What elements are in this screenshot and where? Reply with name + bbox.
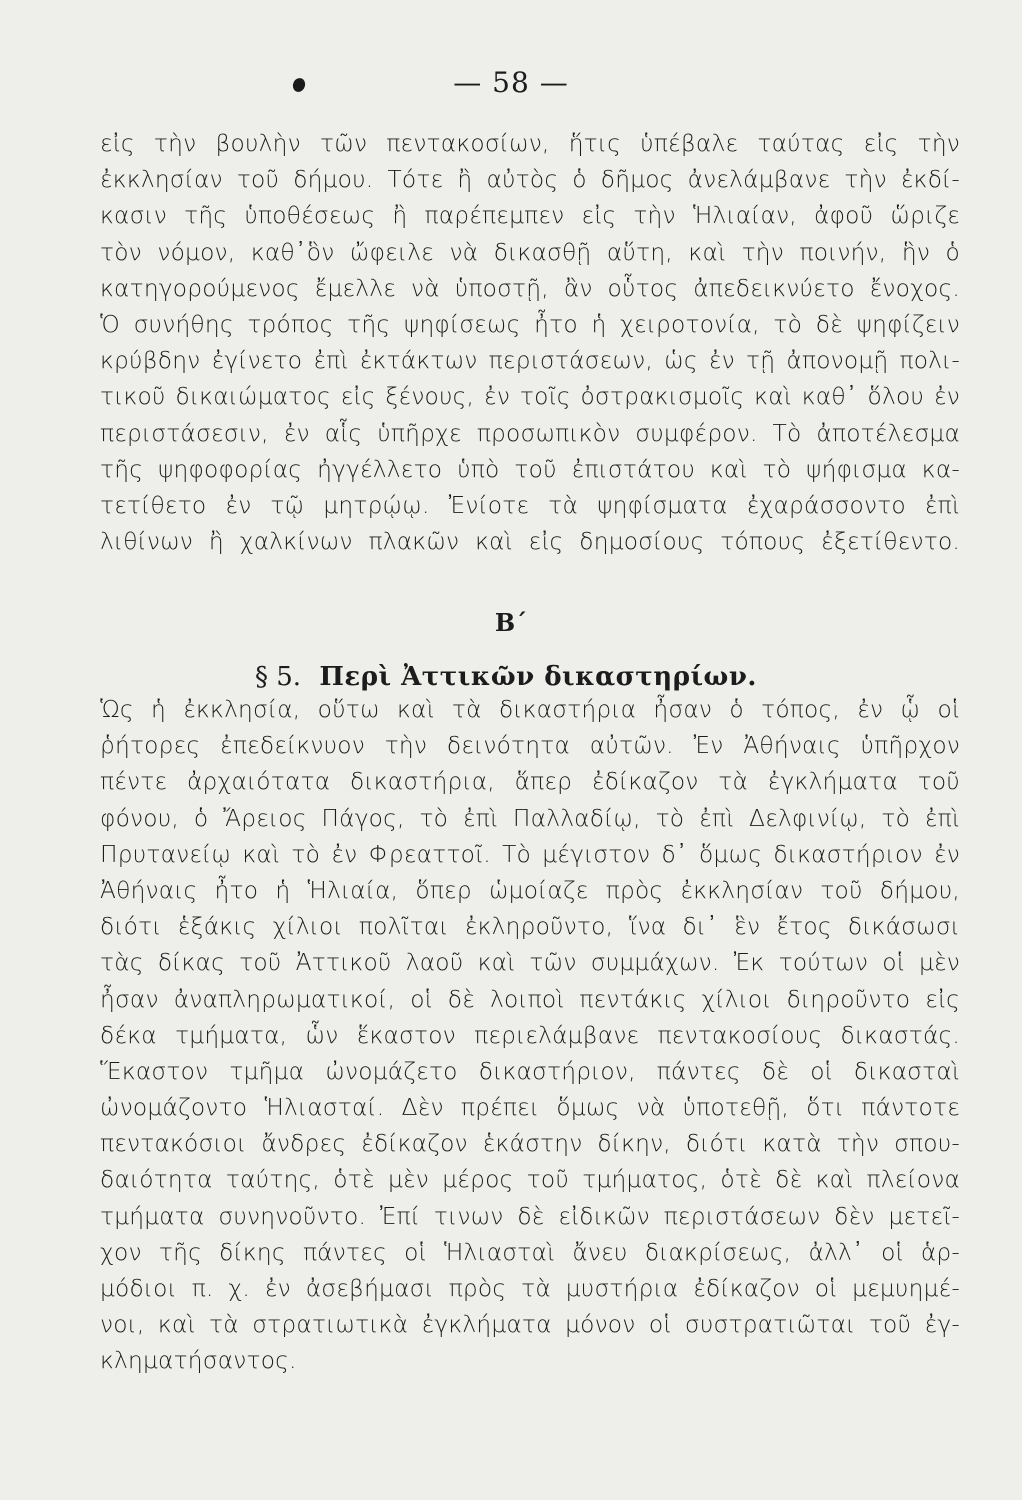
text-line: μόδιοι π. χ. ἐν ἀσεβήμασι πρὸς τὰ μυστήρια ἐδίκαζον οἱ μεμυημέ- [100, 1275, 960, 1302]
text-line: πεντακόσιοι ἄνδρες ἐδίκαζον ἑκάστην δίκην, διότι κατὰ τὴν σπου- [100, 1130, 960, 1158]
text-line: κρύβδην ἐγίνετο ἐπὶ ἐκτάκτων περιστάσεων, ὡς ἐν τῇ ἀπονομῇ πολι- [100, 347, 960, 375]
text-line: Ὁ συνήθης τρόπος τῆς ψηφίσεως ἦτο ἡ χειροτονία, τὸ δὲ ψηφίζειν [100, 310, 960, 338]
text-line: ὠνομάζοντο Ἡλιασταί. Δὲν πρέπει ὅμως νὰ ὑποτεθῇ, ὅτι πάντοτε [100, 1094, 960, 1122]
text-line: Ὡς ἡ ἐκκλησία, οὕτω καὶ τὰ δικαστήρια ἦσαν ὁ τόπος, ἐν ᾧ οἱ [100, 696, 960, 723]
text-line: ἦσαν ἀναπληρωματικοί, οἱ δὲ λοιποὶ πεντάκις χίλιοι διηροῦντο εἰς [100, 985, 960, 1013]
text-line: χον τῆς δίκης πάντες οἱ Ἡλιασταὶ ἄνευ διακρίσεως, ἀλλ᾽ οἱ ἁρ- [100, 1238, 960, 1266]
part-marker: B΄ [494, 608, 528, 637]
text-line: κατηγορούμενος ἔμελλε νὰ ὑποστῇ, ἂν οὗτος ἀπεδεικνύετο ἔνοχος. [100, 274, 960, 302]
text-line: Πρυτανείῳ καὶ τὸ ἐν Φρεαττοῖ. Τὸ μέγιστον δ᾽ ὅμως δικαστήριον ἐν [100, 840, 960, 868]
text-line: τμήματα συνηνοῦντο. Ἐπί τινων δὲ εἰδικῶν περιστάσεων δὲν μετεῖ- [100, 1202, 960, 1230]
text-line: τὸν νόμον, καθ᾽ὃν ὤφειλε νὰ δικασθῇ αὕτη, καὶ τὴν ποινήν, ἣν ὁ [100, 238, 960, 266]
page-header [0, 66, 1022, 106]
section-title: Περὶ Ἀττικῶν δικαστηρίων. [319, 662, 757, 692]
text-line: φόνου, ὁ Ἄρειος Πάγος, τὸ ἐπὶ Παλλαδίῳ, τὸ ἐπὶ Δελφινίῳ, τὸ ἐπὶ [100, 804, 960, 832]
text-line: κληματήσαντος. [100, 1347, 297, 1375]
text-line: λιθίνων ἢ χαλκίνων πλακῶν καὶ εἰς δημοσίους τόπους ἐξετίθεντο. [100, 528, 960, 556]
page-number: — 58 — [453, 66, 569, 99]
text-line: τῆς ψηφοφορίας ἠγγέλλετο ὑπὸ τοῦ ἐπιστάτου καὶ τὸ ψήφισμα κα- [100, 455, 960, 483]
text-line: τικοῦ δικαιώματος εἰς ξένους, ἐν τοῖς ὀστρακισμοῖς καὶ καθ᾽ ὅλου ἐν [100, 383, 960, 411]
text-line: τετίθετο ἐν τῷ μητρῴῳ. Ἐνίοτε τὰ ψηφίσματα ἐχαράσσοντο ἐπὶ [100, 491, 960, 519]
paragraph-block-top [100, 126, 960, 560]
text-line: κασιν τῆς ὑποθέσεως ἢ παρέπεμπεν εἰς τὴν Ἡλιαίαν, ἀφοῦ ὥριζε [100, 202, 960, 230]
text-line: τὰς δίκας τοῦ Ἀττικοῦ λαοῦ καὶ τῶν συμμάχων. Ἐκ τούτων οἱ μὲν [100, 949, 960, 977]
text-line: δαιότητα ταύτης, ὁτὲ μὲν μέρος τοῦ τμήματος, ὁτὲ δὲ καὶ πλείονα [100, 1166, 960, 1194]
text-line: ῥήτορες ἐπεδείκνυον τὴν δεινότητα αὐτῶν. Ἐν Ἀθήναις ὑπῆρχον [100, 732, 960, 760]
paragraph-block-bottom [100, 692, 960, 1380]
section-number: § 5. [255, 662, 302, 692]
text-line: πέντε ἀρχαιότατα δικαστήρια, ἅπερ ἐδίκαζον τὰ ἐγκλήματα τοῦ [100, 768, 960, 796]
text-line: ἐκκλησίαν τοῦ δήμου. Τότε ἢ αὐτὸς ὁ δῆμος ἀνελάμβανε τὴν ἐκδί- [100, 166, 960, 194]
text-line: περιστάσεσιν, ἐν αἷς ὑπῆρχε προσωπικὸν συμφέρον. Τὸ ἀποτέλεσμα [100, 419, 960, 447]
text-line: διότι ἑξάκις χίλιοι πολῖται ἐκληροῦντο, ἵνα δι᾽ ἓν ἔτος δικάσωσι [100, 913, 960, 941]
text-line: νοι, καὶ τὰ στρατιωτικὰ ἐγκλήματα μόνον οἱ συστρατιῶται τοῦ ἐγ- [100, 1311, 960, 1339]
text-line: Ἀθήναις ἦτο ἡ Ἡλιαία, ὅπερ ὡμοίαζε πρὸς ἐκκλησίαν τοῦ δήμου, [100, 876, 960, 904]
text-line: εἰς τὴν βουλὴν τῶν πεντακοσίων, ἥτις ὑπέβαλε ταύτας εἰς τὴν [100, 130, 960, 157]
text-line: Ἕκαστον τμῆμα ὠνομάζετο δικαστήριον, πάντες δὲ οἱ δικασταὶ [100, 1057, 960, 1085]
text-line: δέκα τμήματα, ὧν ἕκαστον περιελάμβανε πεντακοσίους δικαστάς. [100, 1021, 960, 1049]
section-heading [255, 662, 757, 692]
